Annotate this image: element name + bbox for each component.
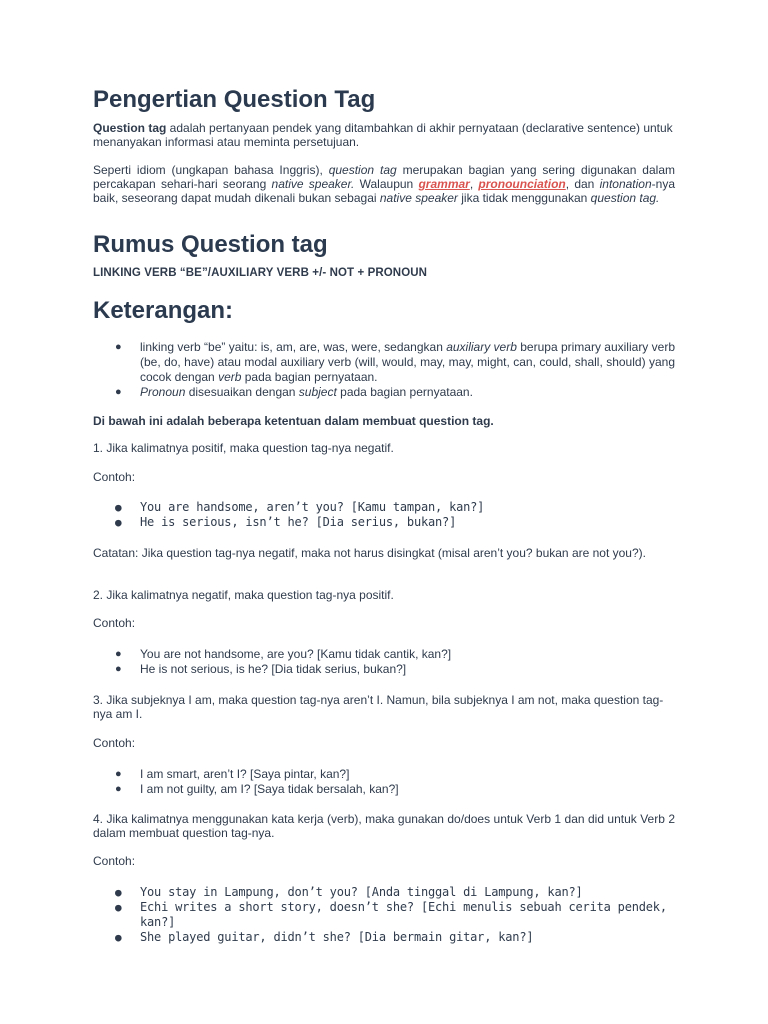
keterangan-list: [93, 340, 675, 400]
intro-ketentuan: Di bawah ini adalah beberapa ketentuan dalam membuat question tag.: [93, 414, 494, 428]
paragraph-idiom: Seperti idiom (ungkapan bahasa Inggris), question tag merupakan bagian yang sering digunakan dalam percakapan sehari-hari seorang native speaker. Walaupun grammar, pronounciation, dan intonation-nya baik, seseorang dapat mudah dikenali bukan sebagai native speaker jika tidak menggunakan question tag.: [93, 163, 675, 205]
rule-3-text: 3. Jika subjeknya I am, maka question tag-nya aren’t I. Namun, bila subjeknya I am not, maka question tag-nya am I.: [93, 693, 664, 721]
paragraph-definition: Question tag adalah pertanyaan pendek yang ditambahkan di akhir pernyataan (declarative sentence) untuk menanyakan informasi atau meminta persetujuan.: [93, 121, 673, 149]
list-item: ● You are handsome, aren’t you? [Kamu tampan, kan?]: [115, 500, 485, 514]
link-pronounciation[interactable]: pronounciation: [478, 177, 566, 191]
rule-1-examples: [93, 500, 675, 530]
formula-text: LINKING VERB “BE”/AUXILIARY VERB +/- NOT + PRONOUN: [93, 267, 428, 279]
bullet-icon: ●: [115, 516, 122, 529]
contoh-label: Contoh:: [93, 736, 136, 750]
list-item: ● Pronoun disesuaikan dengan subject pada bagian pernyataan.: [115, 385, 473, 399]
list-item: ● You stay in Lampung, don’t you? [Anda tinggal di Lampung, kan?]: [115, 885, 583, 899]
heading-rumus: Rumus Question tag: [93, 231, 328, 258]
rule-3-examples: [93, 767, 675, 797]
bullet-icon: ●: [115, 783, 122, 795]
bullet-icon: ●: [115, 501, 122, 514]
list-item: ● I am smart, aren’t I? [Saya pintar, kan?]: [115, 767, 350, 781]
rule-2-text: 2. Jika kalimatnya negatif, maka question tag-nya positif.: [93, 588, 394, 602]
list-item: ● Echi writes a short story, doesn’t she? [Echi menulis sebuah cerita pendek, kan?]: [115, 900, 667, 929]
list-item: ● You are not handsome, are you? [Kamu tidak cantik, kan?]: [115, 647, 452, 661]
list-item: ● He is not serious, is he? [Dia tidak serius, bukan?]: [115, 662, 407, 676]
bullet-icon: ●: [115, 768, 122, 780]
bullet-icon: ●: [115, 886, 122, 899]
contoh-label: Contoh:: [93, 854, 136, 868]
bullet-icon: ●: [115, 341, 122, 353]
bullet-icon: ●: [115, 663, 122, 675]
rule-1-text: 1. Jika kalimatnya positif, maka question tag-nya negatif.: [93, 441, 394, 455]
rule-2-examples: [93, 647, 675, 677]
rule-4-examples: [93, 885, 675, 945]
contoh-label: Contoh:: [93, 470, 136, 484]
bullet-icon: ●: [115, 648, 122, 660]
contoh-label: Contoh:: [93, 616, 136, 630]
list-item: ● He is serious, isn’t he? [Dia serius, bukan?]: [115, 515, 457, 529]
heading-pengertian: Pengertian Question Tag: [93, 86, 376, 113]
list-item: ● linking verb “be” yaitu: is, am, are, was, were, sedangkan auxiliary verb berupa primary auxiliary verb (be, do, have) atau modal auxiliary verb (will, would, may, may, might, can, could, shall, should) yang cocok dengan verb pada bagian pernyataan.: [115, 340, 675, 384]
list-item: ● I am not guilty, am I? [Saya tidak bersalah, kan?]: [115, 782, 399, 796]
rule-4-text: 4. Jika kalimatnya menggunakan kata kerja (verb), maka gunakan do/does untuk Verb 1 dan did untuk Verb 2 dalam membuat question tag-nya.: [93, 812, 675, 840]
link-grammar[interactable]: grammar: [418, 177, 470, 191]
bullet-icon: ●: [115, 931, 122, 944]
bullet-icon: ●: [115, 386, 122, 398]
bullet-icon: ●: [115, 901, 122, 914]
list-item: ● She played guitar, didn’t she? [Dia bermain gitar, kan?]: [115, 930, 534, 944]
catatan-text: Catatan: Jika question tag-nya negatif, maka not harus disingkat (misal aren’t you? bukan are not you?).: [93, 546, 646, 560]
heading-keterangan: Keterangan:: [93, 297, 234, 324]
